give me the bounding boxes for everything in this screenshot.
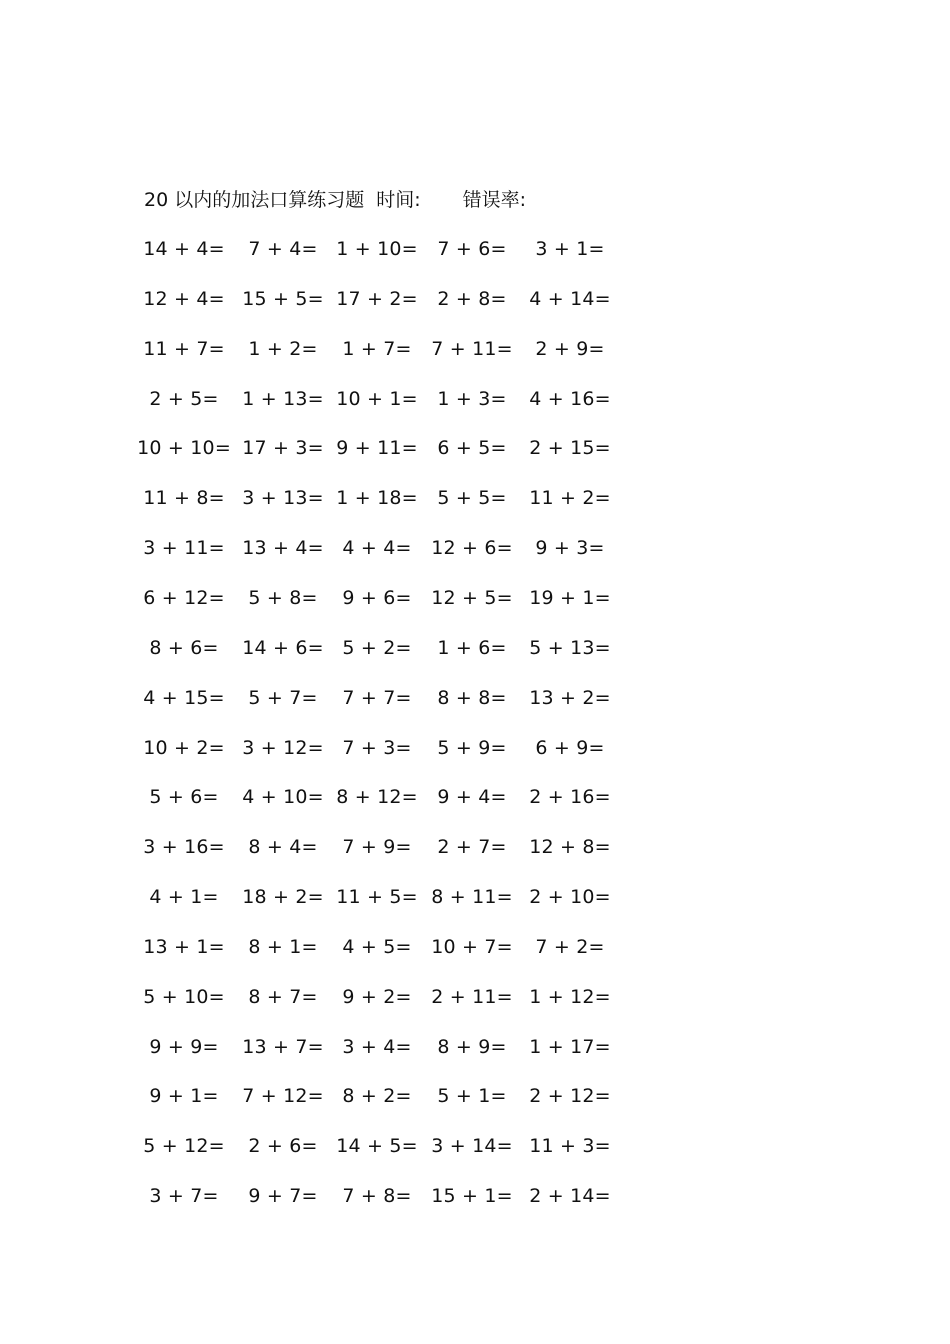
addition-problem: 6 + 9= (535, 736, 605, 759)
addition-problem: 1 + 3= (437, 387, 507, 410)
problem-row (0, 880, 950, 914)
addition-problem: 7 + 9= (342, 836, 412, 859)
addition-problem: 5 + 13= (529, 636, 611, 659)
addition-problem: 1 + 12= (529, 985, 611, 1008)
addition-problem: 7 + 7= (342, 686, 412, 709)
addition-problem: 11 + 3= (529, 1135, 611, 1158)
addition-problem: 15 + 5= (242, 287, 324, 310)
addition-problem: 11 + 7= (143, 337, 225, 360)
addition-problem: 3 + 1= (535, 238, 605, 260)
addition-problem: 9 + 4= (437, 786, 507, 809)
addition-problem: 9 + 3= (535, 537, 605, 560)
addition-problem: 11 + 5= (336, 886, 418, 909)
problem-row (0, 382, 950, 416)
addition-problem: 3 + 13= (242, 487, 324, 510)
addition-problem: 5 + 8= (248, 586, 318, 609)
addition-problem: 1 + 13= (242, 387, 324, 410)
addition-problem: 2 + 5= (149, 387, 219, 410)
addition-problem: 1 + 17= (529, 1035, 611, 1058)
addition-problem: 14 + 6= (242, 636, 324, 659)
addition-problem: 10 + 1= (336, 387, 418, 410)
addition-problem: 11 + 8= (143, 487, 225, 510)
addition-problem: 10 + 10= (137, 437, 231, 460)
addition-problem: 7 + 4= (248, 238, 318, 260)
addition-problem: 3 + 7= (149, 1185, 219, 1208)
addition-problem: 1 + 10= (336, 238, 418, 260)
addition-problem: 4 + 16= (529, 387, 611, 410)
addition-problem: 9 + 7= (248, 1185, 318, 1208)
addition-problem: 8 + 8= (437, 686, 507, 709)
addition-problem: 5 + 1= (437, 1085, 507, 1108)
addition-problem: 14 + 4= (143, 238, 225, 260)
error-rate-label: 错误率: (462, 189, 527, 211)
addition-problem: 18 + 2= (242, 886, 324, 909)
addition-problem: 7 + 8= (342, 1185, 412, 1208)
problem-row (0, 980, 950, 1014)
addition-problem: 13 + 1= (143, 935, 225, 958)
addition-problem: 8 + 7= (248, 985, 318, 1008)
addition-problem: 4 + 4= (342, 537, 412, 560)
addition-problem: 1 + 18= (336, 487, 418, 510)
problem-row (0, 731, 950, 765)
problem-row (0, 1129, 950, 1163)
problem-row (0, 332, 950, 366)
problem-row (0, 1179, 950, 1213)
problem-row (0, 431, 950, 465)
problem-row (0, 232, 950, 266)
addition-problem: 3 + 11= (143, 537, 225, 560)
addition-problem: 7 + 3= (342, 736, 412, 759)
addition-problem: 2 + 14= (529, 1185, 611, 1208)
problem-row (0, 830, 950, 864)
addition-problem: 1 + 2= (248, 337, 318, 360)
addition-problem: 8 + 2= (342, 1085, 412, 1108)
addition-problem: 2 + 9= (535, 337, 605, 360)
addition-problem: 7 + 6= (437, 238, 507, 260)
addition-problem: 5 + 2= (342, 636, 412, 659)
problem-row (0, 1079, 950, 1113)
addition-problem: 4 + 14= (529, 287, 611, 310)
addition-problem: 8 + 1= (248, 935, 318, 958)
addition-problem: 4 + 1= (149, 886, 219, 909)
addition-problem: 8 + 12= (336, 786, 418, 809)
problem-row (0, 282, 950, 316)
problem-row (0, 631, 950, 665)
addition-problem: 2 + 8= (437, 287, 507, 310)
addition-problem: 4 + 15= (143, 686, 225, 709)
addition-problem: 10 + 7= (431, 935, 513, 958)
addition-problem: 7 + 11= (431, 337, 513, 360)
addition-problem: 5 + 7= (248, 686, 318, 709)
addition-problem: 9 + 11= (336, 437, 418, 460)
addition-problem: 3 + 4= (342, 1035, 412, 1058)
addition-problem: 17 + 3= (242, 437, 324, 460)
addition-problem: 1 + 6= (437, 636, 507, 659)
addition-problem: 3 + 14= (431, 1135, 513, 1158)
addition-problem: 3 + 16= (143, 836, 225, 859)
problem-row (0, 1030, 950, 1064)
addition-problem: 2 + 12= (529, 1085, 611, 1108)
addition-problem: 4 + 5= (342, 935, 412, 958)
addition-problem: 9 + 9= (149, 1035, 219, 1058)
addition-problem: 13 + 2= (529, 686, 611, 709)
problem-row (0, 780, 950, 814)
problem-row (0, 930, 950, 964)
problem-row (0, 531, 950, 565)
addition-problem: 12 + 5= (431, 586, 513, 609)
addition-problem: 8 + 9= (437, 1035, 507, 1058)
addition-problem: 11 + 2= (529, 487, 611, 510)
addition-problem: 15 + 1= (431, 1185, 513, 1208)
addition-problem: 9 + 6= (342, 586, 412, 609)
addition-problem: 8 + 11= (431, 886, 513, 909)
addition-problem: 8 + 4= (248, 836, 318, 859)
addition-problem: 14 + 5= (336, 1135, 418, 1158)
addition-problem: 5 + 12= (143, 1135, 225, 1158)
addition-problem: 12 + 8= (529, 836, 611, 859)
addition-problem: 2 + 15= (529, 437, 611, 460)
addition-problem: 12 + 6= (431, 537, 513, 560)
addition-problem: 13 + 7= (242, 1035, 324, 1058)
problem-row (0, 481, 950, 515)
addition-problem: 5 + 10= (143, 985, 225, 1008)
problem-row (0, 681, 950, 715)
addition-problem: 7 + 2= (535, 935, 605, 958)
addition-problem: 7 + 12= (242, 1085, 324, 1108)
addition-problem: 2 + 7= (437, 836, 507, 859)
addition-problem: 6 + 5= (437, 437, 507, 460)
time-label: 时间: (376, 189, 421, 211)
worksheet-header (144, 184, 526, 216)
worksheet-title: 20 以内的加法口算练习题 (144, 189, 365, 211)
problem-row (0, 581, 950, 615)
addition-problem: 19 + 1= (529, 586, 611, 609)
addition-problem: 5 + 6= (149, 786, 219, 809)
addition-problem: 9 + 2= (342, 985, 412, 1008)
addition-problem: 5 + 9= (437, 736, 507, 759)
addition-problem: 1 + 7= (342, 337, 412, 360)
addition-problem: 6 + 12= (143, 586, 225, 609)
addition-problem: 12 + 4= (143, 287, 225, 310)
addition-problem: 2 + 11= (431, 985, 513, 1008)
addition-problem: 5 + 5= (437, 487, 507, 510)
addition-problem: 2 + 10= (529, 886, 611, 909)
addition-problem: 2 + 6= (248, 1135, 318, 1158)
addition-problem: 10 + 2= (143, 736, 225, 759)
addition-problem: 2 + 16= (529, 786, 611, 809)
addition-problem: 4 + 10= (242, 786, 324, 809)
addition-problem: 3 + 12= (242, 736, 324, 759)
addition-problem: 13 + 4= (242, 537, 324, 560)
addition-problem: 9 + 1= (149, 1085, 219, 1108)
addition-problem: 17 + 2= (336, 287, 418, 310)
addition-problem: 8 + 6= (149, 636, 219, 659)
